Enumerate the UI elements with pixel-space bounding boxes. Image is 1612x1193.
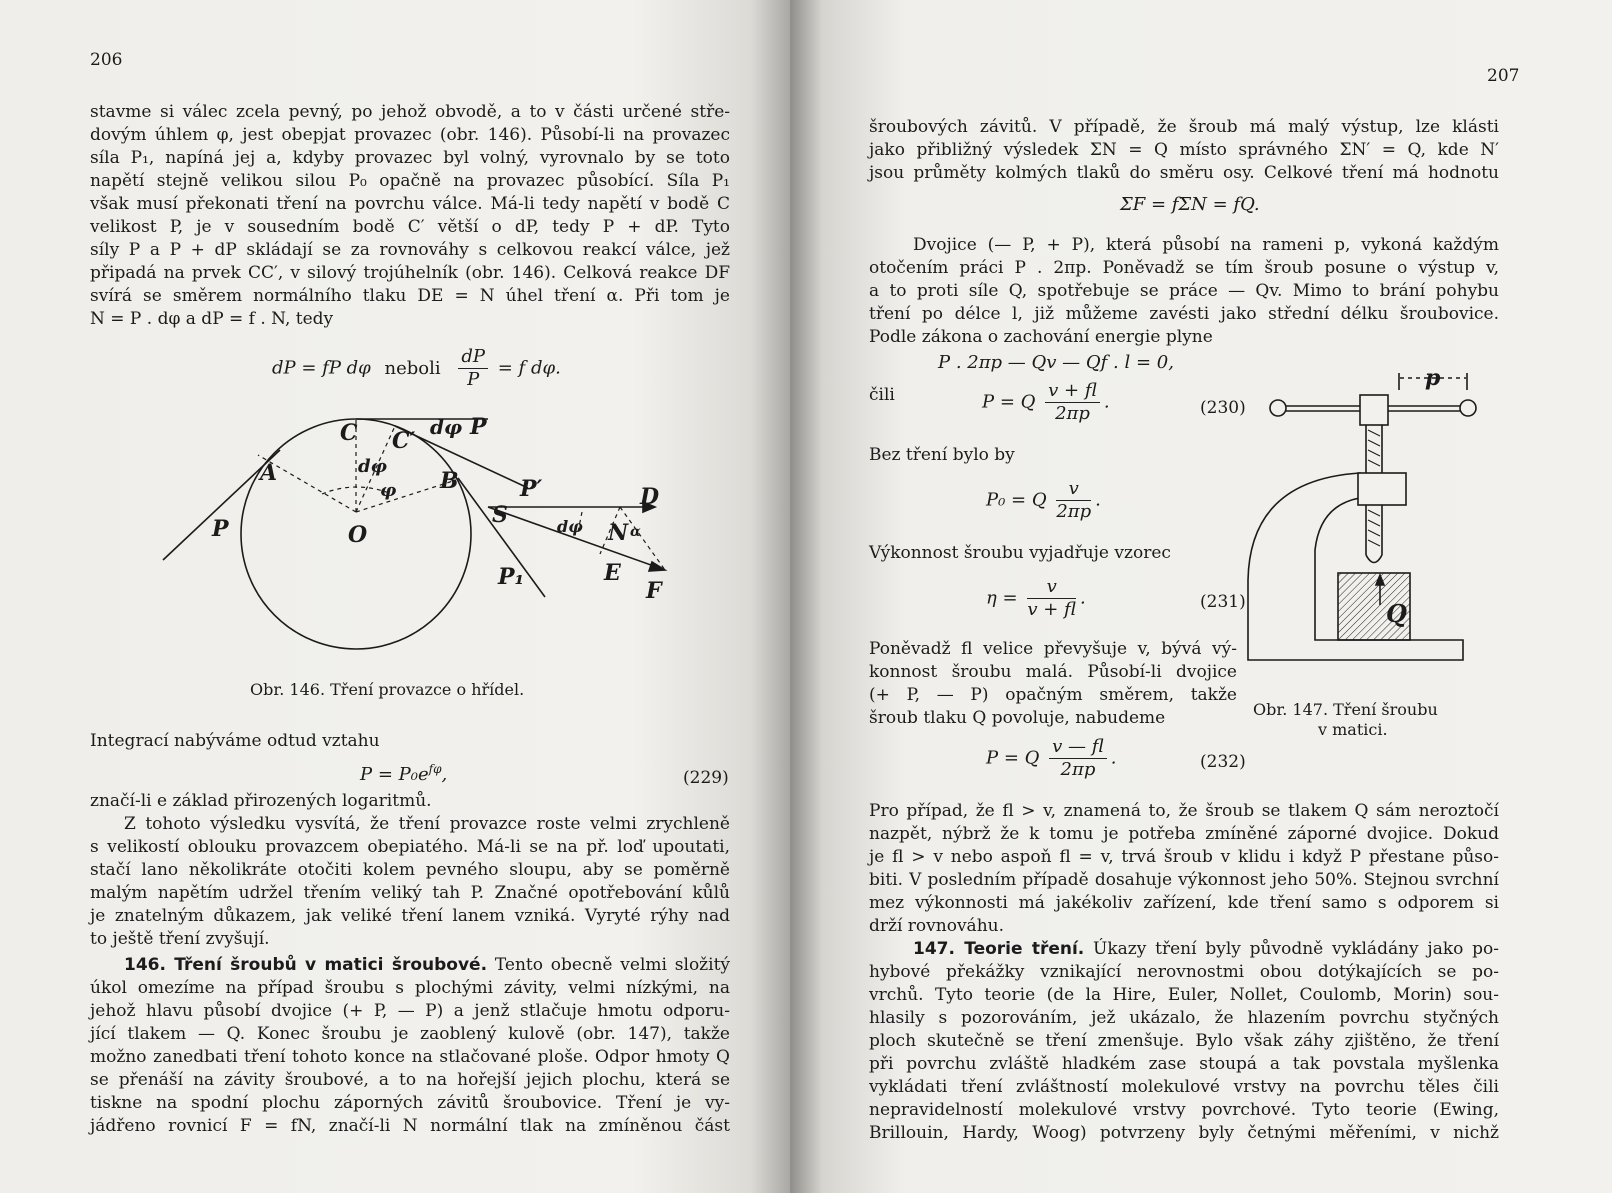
label-a: A <box>260 460 278 486</box>
equation-229-lhs: P = P₀e <box>360 764 429 785</box>
label-s: S <box>492 502 508 528</box>
page-number-right: 207 <box>1487 66 1520 86</box>
equation-230-lhs: P = Q <box>982 391 1036 413</box>
left-paragraph-1 <box>90 101 730 331</box>
text-line: se přenáší na závity šroubové, a to na hořejší jejich plochu, která se <box>90 1070 730 1090</box>
label-d: D <box>640 484 660 510</box>
text-line: síly P a P + dP skládají se za rovnováhy s celkovou reakcí válce, jež <box>90 240 730 260</box>
equation-230: P = Q $\frac{v + fl}{2\pi p}$ . <box>982 380 1110 424</box>
page-number-left: 206 <box>90 50 123 70</box>
handle-left-knob <box>1270 400 1286 416</box>
right-paragraph-2 <box>869 234 1499 349</box>
label-o: O <box>348 522 368 548</box>
equation-word-neboli: neboli <box>384 357 441 379</box>
equation-232-number: (232) <box>1200 752 1246 772</box>
equation-dp-left: dP = fP dφ <box>272 357 371 379</box>
efficiency-line: Výkonnost šroubu vyjadřuje vzorec <box>869 543 1171 563</box>
label-n: N <box>608 520 629 546</box>
fraction-numerator: dP <box>458 346 488 369</box>
text-line: N = P . dφ a dP = f . N, tedy <box>90 309 334 329</box>
fraction-numerator: v + fl <box>1045 380 1100 403</box>
text-line: hybové překážky vznikající nerovnostmi obou dotýkajících se po- <box>869 962 1499 982</box>
equation-229-number: (229) <box>683 768 729 788</box>
text-line: svírá se směrem normálního tlaku DE = N úhel tření α. Při tom je <box>90 286 730 306</box>
equation-229 <box>360 762 447 785</box>
right-paragraph-fl <box>869 638 1237 730</box>
text-line: připadá na prvek CC′, v silový trojúhelník (obr. 146). Celková reakce DF <box>90 263 730 283</box>
left-paragraph-3 <box>90 813 730 951</box>
label-p-prime: P′ <box>520 476 543 502</box>
section-146 <box>90 954 730 1138</box>
label-d-phi-top: dφ <box>430 415 463 439</box>
nut-block <box>1358 473 1406 505</box>
equation-231-lhs: η = <box>986 587 1018 609</box>
label-alpha: α <box>630 524 641 540</box>
text-line: možno zanedbati tření tohoto konce na stlačované ploše. Odpor hmoty Q <box>90 1047 730 1067</box>
label-d-phi-center: dφ <box>358 456 387 477</box>
text-line: stavme si válec zcela pevný, po jehož obvodě, a to v části určené stře- <box>90 102 730 122</box>
text-line: velikost P, je v sousedním bodě C′ větší o dP, tedy P + dP. Tyto <box>90 217 730 237</box>
text-line: malým napětím udržel třením veliký tah P. Značné opotřebování kůlů <box>90 883 730 903</box>
section-147-first-line <box>869 938 1499 961</box>
fraction-denominator: P <box>467 369 480 390</box>
label-b: B <box>440 468 459 494</box>
fraction-numerator: v — fl <box>1049 736 1107 759</box>
text-line: jehož hlavu působí dvojice (+ P, — P) a jenž stlačuje hmotu odporu- <box>90 1001 730 1021</box>
text-line: mez výkonnosti má jakékoliv zařízení, kde tření samo s odporem si <box>869 893 1499 913</box>
label-c: C <box>340 420 358 446</box>
equation-231-number: (231) <box>1200 592 1246 612</box>
equation-dp <box>272 346 561 391</box>
equation-dp-right: = f dφ. <box>497 357 561 379</box>
text-line: ploch skutečně se tření zmenšuje. Bylo však záhy zjištěno, že tření <box>869 1031 1499 1051</box>
text-line: drží rovnováhu. <box>869 916 1004 936</box>
fraction-denominator: 2πp <box>1055 403 1090 424</box>
equation-energy: P . 2πp — Qv — Qf . l = 0, <box>938 352 1174 373</box>
section-146-heading: 146. Tření šroubů v matici šroubové. <box>124 955 488 975</box>
text-line: napětí stejně velikou silou P₀ opačně na provazec působící. Síla P₁ <box>90 171 730 191</box>
equation-232: P = Q $\frac{v — fl}{2\pi p}$ . <box>986 736 1117 780</box>
equation-p0-fraction <box>1056 478 1091 523</box>
figure-147-screw-in-nut <box>1240 370 1500 700</box>
fraction-denominator: 2πp <box>1056 501 1092 522</box>
text-line: biti. V posledním případě dosahuje výkonnost jeho 50%. Stejnou svrchní <box>869 870 1499 890</box>
section-146-first-line <box>90 954 730 977</box>
label-f: F <box>646 578 662 604</box>
figure-146-rope-on-shaft <box>0 412 790 672</box>
text-line: tiskne na spodní plochu záporných závitů šroubovice. Tření je vy- <box>90 1093 730 1113</box>
text-line: Pro případ, že fl > v, znamená to, že šroub se tlakem Q sám neroztočí <box>869 801 1499 821</box>
text-line: při povrchu zvláště hladkém zase stoupá a tak povstala myšlenka <box>869 1054 1499 1074</box>
right-paragraph-3 <box>869 800 1499 938</box>
fraction-denominator: 2πp <box>1060 759 1096 780</box>
text-line: šroubových závitů. V případě, že šroub má malý výstup, lze klásti <box>869 117 1499 137</box>
section-147-first-tail: Úkazy tření byly původně vykládány jako po- <box>1093 939 1500 959</box>
equation-232-fraction <box>1049 736 1107 781</box>
fraction-numerator: v <box>1027 576 1076 599</box>
text-line: to ještě tření zvyšují. <box>90 929 270 949</box>
text-line: jádřeno rovnicí F = fN, značí-li N normální tlak na zmíněnou část <box>90 1116 730 1136</box>
text-line: Podle zákona o zachování energie plyne <box>869 327 1213 347</box>
handle-right-knob <box>1460 400 1476 416</box>
text-line: (+ P, — P) opačným směrem, takže <box>869 685 1237 705</box>
no-friction-line: Bez tření bylo by <box>869 445 1015 465</box>
screw-head <box>1360 395 1388 425</box>
equation-230-fraction <box>1045 380 1100 425</box>
text-line: síla P₁, napíná jej a, kdyby provazec byl volný, vyrovnalo by se toto <box>90 148 730 168</box>
text-line: jící tlakem — Q. Konec šroubu je zaoblený kulově (obr. 147), takže <box>90 1024 730 1044</box>
text-line: Poněvadž fl velice převyšuje v, bývá vý- <box>869 639 1237 659</box>
text-line: úkol omezíme na případ šroubu s plochými závity, velmi nízkými, na <box>90 978 730 998</box>
label-p-top: P <box>470 414 487 440</box>
text-line: nazpět, nýbrž že k tomu je potřeba zmíněné záporné dvojice. Dokud <box>869 824 1499 844</box>
label-p-arm: p <box>1425 370 1441 391</box>
text-line: stačí lano několikráte otočiti kolem pevného sloupu, aby se poměrně <box>90 860 730 880</box>
label-p1: P₁ <box>498 564 525 590</box>
equation-p0: P₀ = Q $\frac{v}{2\pi p}$ . <box>986 478 1101 522</box>
equation-231-fraction <box>1027 576 1076 621</box>
equation-p0-lhs: P₀ = Q <box>986 489 1047 511</box>
label-phi: φ <box>380 480 397 501</box>
equation-229-exponent: fφ <box>428 762 442 776</box>
text-line: jsou průměty kolmých tlaků do směru osy. Celkové tření má hodnotu <box>869 163 1499 183</box>
label-d-phi-triangle: dφ <box>557 517 583 536</box>
label-e: E <box>604 560 621 586</box>
text-line: hlasily s pozorováním, jež ukázalo, že hlazením povrchu styčných <box>869 1008 1499 1028</box>
label-c-prime: C′ <box>392 428 416 454</box>
text-line: a to proti síle Q, spotřebuje se práce — Qv. Mimo to brání pohybu <box>869 281 1499 301</box>
text-line: tření po délce l, již můžeme zavésti jako střední délku šroubovice. <box>869 304 1499 324</box>
figure-147-caption-1: Obr. 147. Tření šroubu <box>1253 700 1438 719</box>
right-page <box>790 0 1612 1193</box>
equation-sum-friction: ΣF = fΣN = fQ. <box>1120 194 1260 215</box>
text-line: Brillouin, Hardy, Woog) potvrzeny byly četnými měřeními, v nichž <box>869 1123 1499 1143</box>
text-line: Z tohoto výsledku vysvítá, že tření provazce roste velmi zrychleně <box>124 814 730 834</box>
right-paragraph-1 <box>869 116 1499 185</box>
text-line: šroub tlaku Q povoluje, nabudeme <box>869 708 1166 728</box>
text-line: dovým úhlem φ, jest obepjat provazec (obr. 146). Působí-li na provazec <box>90 125 730 145</box>
left-page <box>0 0 790 1193</box>
text-line: Dvojice (— P, + P), která působí na rameni p, vykoná každým <box>913 235 1499 255</box>
figure-146-caption: Obr. 146. Tření provazce o hřídel. <box>250 680 525 699</box>
label-p-left: P <box>212 516 229 542</box>
text-line: je znatelným důkazem, jak veliké tření lanem vzniká. Vyryté rýhy nad <box>90 906 730 926</box>
text-line: vrchů. Tyto teorie (de la Hire, Euler, Nollet, Coulomb, Morin) sou- <box>869 985 1499 1005</box>
equation-fraction <box>458 346 488 391</box>
equation-232-lhs: P = Q <box>986 747 1040 769</box>
text-line: vykládati tření zvláštností molekulové vrstvy na povrchu těles čili <box>869 1077 1499 1097</box>
text-line: konnost šroubu malá. Působí-li dvojice <box>869 662 1237 682</box>
screw-rounded-end <box>1366 555 1382 563</box>
equation-230-number: (230) <box>1200 398 1246 418</box>
integration-line: Integrací nabýváme odtud vztahu <box>90 731 380 751</box>
text-line: jako přibližný výsledek ΣN = Q místo správného ΣN′ = Q, kde N′ <box>869 140 1499 160</box>
equation-229-comma: , <box>441 764 448 785</box>
figure-147-caption-2: v matici. <box>1318 720 1388 739</box>
natural-log-line: značí-li e základ přirozených logaritmů. <box>90 791 432 811</box>
text-line: však musí překonati tření na povrchu válce. Má-li tedy napětí v bodě C <box>90 194 730 214</box>
label-q: Q <box>1386 599 1407 628</box>
section-146-first-tail: Tento obecně velmi složitý <box>494 955 731 975</box>
fraction-denominator: v + fl <box>1027 599 1077 620</box>
text-line: nepravidelností molekulové vrstvy povrchové. Tyto teorie (Ewing, <box>869 1100 1499 1120</box>
fraction-numerator: v <box>1056 478 1091 501</box>
section-147 <box>869 938 1499 1145</box>
text-line: je fl > v nebo aspoň fl = v, trvá šroub v klidu i když P přestane půso- <box>869 847 1499 867</box>
section-147-heading: 147. Teorie tření. <box>913 939 1085 959</box>
word-cili: čili <box>869 385 895 405</box>
text-line: s velikostí oblouku provazcem obepiatého. Má-li se na př. loď upoutati, <box>90 837 730 857</box>
equation-231: η = $\frac{v}{v + fl}$ . <box>986 576 1086 620</box>
text-line: otočením práci P . 2πp. Poněvadž se tím šroub posune o výstup v, <box>869 258 1499 278</box>
